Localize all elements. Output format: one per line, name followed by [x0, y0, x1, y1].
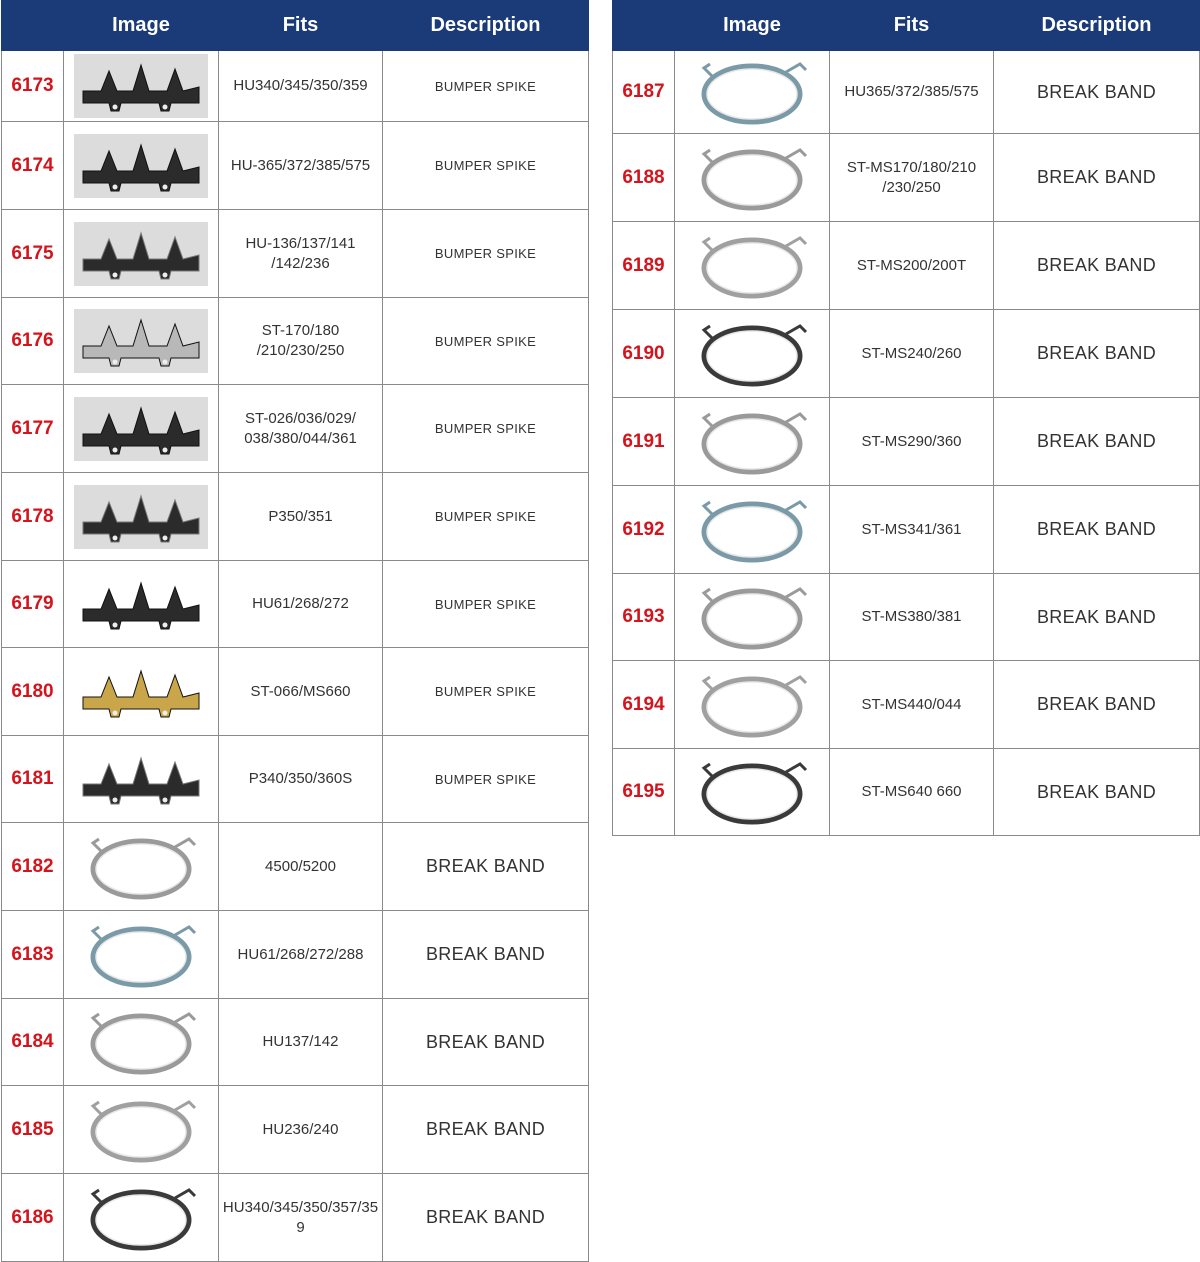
- part-image: [675, 134, 830, 222]
- part-fits: ST-MS640 660: [830, 749, 994, 836]
- table-header-row: [613, 1, 1200, 51]
- table-row: [613, 398, 1200, 486]
- part-image: [64, 210, 219, 298]
- part-description: BUMPER SPIKE: [383, 736, 589, 823]
- table-row: [613, 661, 1200, 749]
- header-description: Description: [994, 1, 1200, 51]
- part-image: [675, 661, 830, 749]
- table-row: [613, 222, 1200, 310]
- part-code: 6181: [2, 736, 64, 823]
- part-fits: ST-066/MS660: [219, 648, 383, 736]
- header-fits: Fits: [219, 1, 383, 51]
- table-row: [2, 210, 589, 298]
- part-fits: HU340/345/350/359: [219, 51, 383, 122]
- parts-table-left: [1, 0, 589, 1262]
- part-image: [64, 736, 219, 823]
- part-description: BUMPER SPIKE: [383, 385, 589, 473]
- table-row: [2, 473, 589, 561]
- bumper-spike-icon: [71, 744, 211, 814]
- brake-band-icon: [682, 316, 822, 392]
- part-image: [675, 574, 830, 661]
- part-code: 6178: [2, 473, 64, 561]
- part-description: BREAK BAND: [994, 398, 1200, 486]
- table-row: [2, 1174, 589, 1262]
- part-image: [64, 51, 219, 122]
- part-code: 6195: [613, 749, 675, 836]
- bumper-spike-icon: [71, 219, 211, 289]
- part-fits: HU61/268/272/288: [219, 911, 383, 999]
- part-description: BREAK BAND: [994, 51, 1200, 134]
- table-row: [613, 310, 1200, 398]
- part-fits: ST-MS240/260: [830, 310, 994, 398]
- table-row: [2, 385, 589, 473]
- brake-band-icon: [71, 1092, 211, 1168]
- table-row: [2, 736, 589, 823]
- part-description: BREAK BAND: [994, 749, 1200, 836]
- header-description: Description: [383, 1, 589, 51]
- part-description: BUMPER SPIKE: [383, 648, 589, 736]
- part-description: BUMPER SPIKE: [383, 51, 589, 122]
- part-code: 6188: [613, 134, 675, 222]
- table-row: [613, 51, 1200, 134]
- part-image: [675, 222, 830, 310]
- part-code: 6190: [613, 310, 675, 398]
- part-image: [64, 999, 219, 1086]
- part-code: 6177: [2, 385, 64, 473]
- part-description: BUMPER SPIKE: [383, 210, 589, 298]
- part-description: BREAK BAND: [994, 661, 1200, 749]
- parts-table-right: [612, 0, 1200, 836]
- part-code: 6184: [2, 999, 64, 1086]
- bumper-spike-icon: [71, 569, 211, 639]
- bumper-spike-icon: [71, 306, 211, 376]
- table-header-row: [2, 1, 589, 51]
- part-code: 6185: [2, 1086, 64, 1174]
- part-fits: P350/351: [219, 473, 383, 561]
- part-code: 6192: [613, 486, 675, 574]
- part-fits: ST-MS440/044: [830, 661, 994, 749]
- part-code: 6180: [2, 648, 64, 736]
- part-image: [675, 51, 830, 134]
- part-description: BREAK BAND: [383, 999, 589, 1086]
- part-fits: ST-026/036/029/ 038/380/044/361: [219, 385, 383, 473]
- part-description: BREAK BAND: [383, 1174, 589, 1262]
- part-code: 6194: [613, 661, 675, 749]
- part-fits: P340/350/360S: [219, 736, 383, 823]
- part-fits: HU236/240: [219, 1086, 383, 1174]
- part-image: [64, 561, 219, 648]
- part-image: [64, 473, 219, 561]
- part-description: BREAK BAND: [383, 1086, 589, 1174]
- part-image: [64, 1174, 219, 1262]
- part-description: BREAK BAND: [994, 134, 1200, 222]
- part-fits: ST-MS290/360: [830, 398, 994, 486]
- part-fits: HU340/345/350/357/35 9: [219, 1174, 383, 1262]
- part-image: [675, 398, 830, 486]
- header-fits: Fits: [830, 1, 994, 51]
- header-image: Image: [675, 1, 830, 51]
- table-row: [2, 122, 589, 210]
- brake-band-icon: [682, 54, 822, 130]
- part-fits: 4500/5200: [219, 823, 383, 911]
- table-row: [613, 486, 1200, 574]
- brake-band-icon: [71, 1004, 211, 1080]
- bumper-spike-icon: [71, 657, 211, 727]
- brake-band-icon: [682, 140, 822, 216]
- part-description: BREAK BAND: [994, 310, 1200, 398]
- part-description: BUMPER SPIKE: [383, 122, 589, 210]
- part-code: 6189: [613, 222, 675, 310]
- table-row: [2, 298, 589, 385]
- bumper-spike-icon: [71, 394, 211, 464]
- part-code: 6174: [2, 122, 64, 210]
- part-description: BUMPER SPIKE: [383, 561, 589, 648]
- part-fits: ST-MS200/200T: [830, 222, 994, 310]
- part-fits: HU-365/372/385/575: [219, 122, 383, 210]
- part-description: BUMPER SPIKE: [383, 473, 589, 561]
- table-body-right: [613, 51, 1200, 836]
- part-code: 6175: [2, 210, 64, 298]
- part-image: [64, 911, 219, 999]
- brake-band-icon: [682, 228, 822, 304]
- part-image: [675, 486, 830, 574]
- bumper-spike-icon: [71, 131, 211, 201]
- part-description: BUMPER SPIKE: [383, 298, 589, 385]
- brake-band-icon: [682, 667, 822, 743]
- part-description: BREAK BAND: [994, 222, 1200, 310]
- part-fits: HU61/268/272: [219, 561, 383, 648]
- table-row: [2, 51, 589, 122]
- part-fits: ST-MS380/381: [830, 574, 994, 661]
- part-code: 6179: [2, 561, 64, 648]
- part-code: 6176: [2, 298, 64, 385]
- brake-band-icon: [682, 404, 822, 480]
- part-description: BREAK BAND: [994, 574, 1200, 661]
- part-description: BREAK BAND: [994, 486, 1200, 574]
- part-code: 6187: [613, 51, 675, 134]
- table-row: [2, 823, 589, 911]
- brake-band-icon: [682, 754, 822, 830]
- header-code: [2, 1, 64, 51]
- part-description: BREAK BAND: [383, 911, 589, 999]
- part-code: 6193: [613, 574, 675, 661]
- part-fits: HU365/372/385/575: [830, 51, 994, 134]
- part-code: 6173: [2, 51, 64, 122]
- part-image: [64, 298, 219, 385]
- bumper-spike-icon: [71, 482, 211, 552]
- table-body-left: [2, 51, 589, 1262]
- brake-band-icon: [71, 1180, 211, 1256]
- part-image: [675, 749, 830, 836]
- part-image: [64, 823, 219, 911]
- brake-band-icon: [71, 917, 211, 993]
- brake-band-icon: [682, 492, 822, 568]
- part-image: [64, 385, 219, 473]
- part-image: [675, 310, 830, 398]
- table-row: [613, 749, 1200, 836]
- table-row: [613, 574, 1200, 661]
- part-fits: ST-170/180 /210/230/250: [219, 298, 383, 385]
- part-code: 6186: [2, 1174, 64, 1262]
- table-row: [613, 134, 1200, 222]
- part-code: 6191: [613, 398, 675, 486]
- table-row: [2, 999, 589, 1086]
- brake-band-icon: [682, 579, 822, 655]
- table-row: [2, 1086, 589, 1174]
- part-fits: ST-MS170/180/210 /230/250: [830, 134, 994, 222]
- table-row: [2, 911, 589, 999]
- part-code: 6182: [2, 823, 64, 911]
- brake-band-icon: [71, 829, 211, 905]
- header-image: Image: [64, 1, 219, 51]
- part-fits: ST-MS341/361: [830, 486, 994, 574]
- table-row: [2, 561, 589, 648]
- part-description: BREAK BAND: [383, 823, 589, 911]
- part-image: [64, 122, 219, 210]
- part-fits: HU-136/137/141 /142/236: [219, 210, 383, 298]
- part-image: [64, 1086, 219, 1174]
- part-fits: HU137/142: [219, 999, 383, 1086]
- header-code: [613, 1, 675, 51]
- table-row: [2, 648, 589, 736]
- part-code: 6183: [2, 911, 64, 999]
- part-image: [64, 648, 219, 736]
- bumper-spike-icon: [71, 51, 211, 121]
